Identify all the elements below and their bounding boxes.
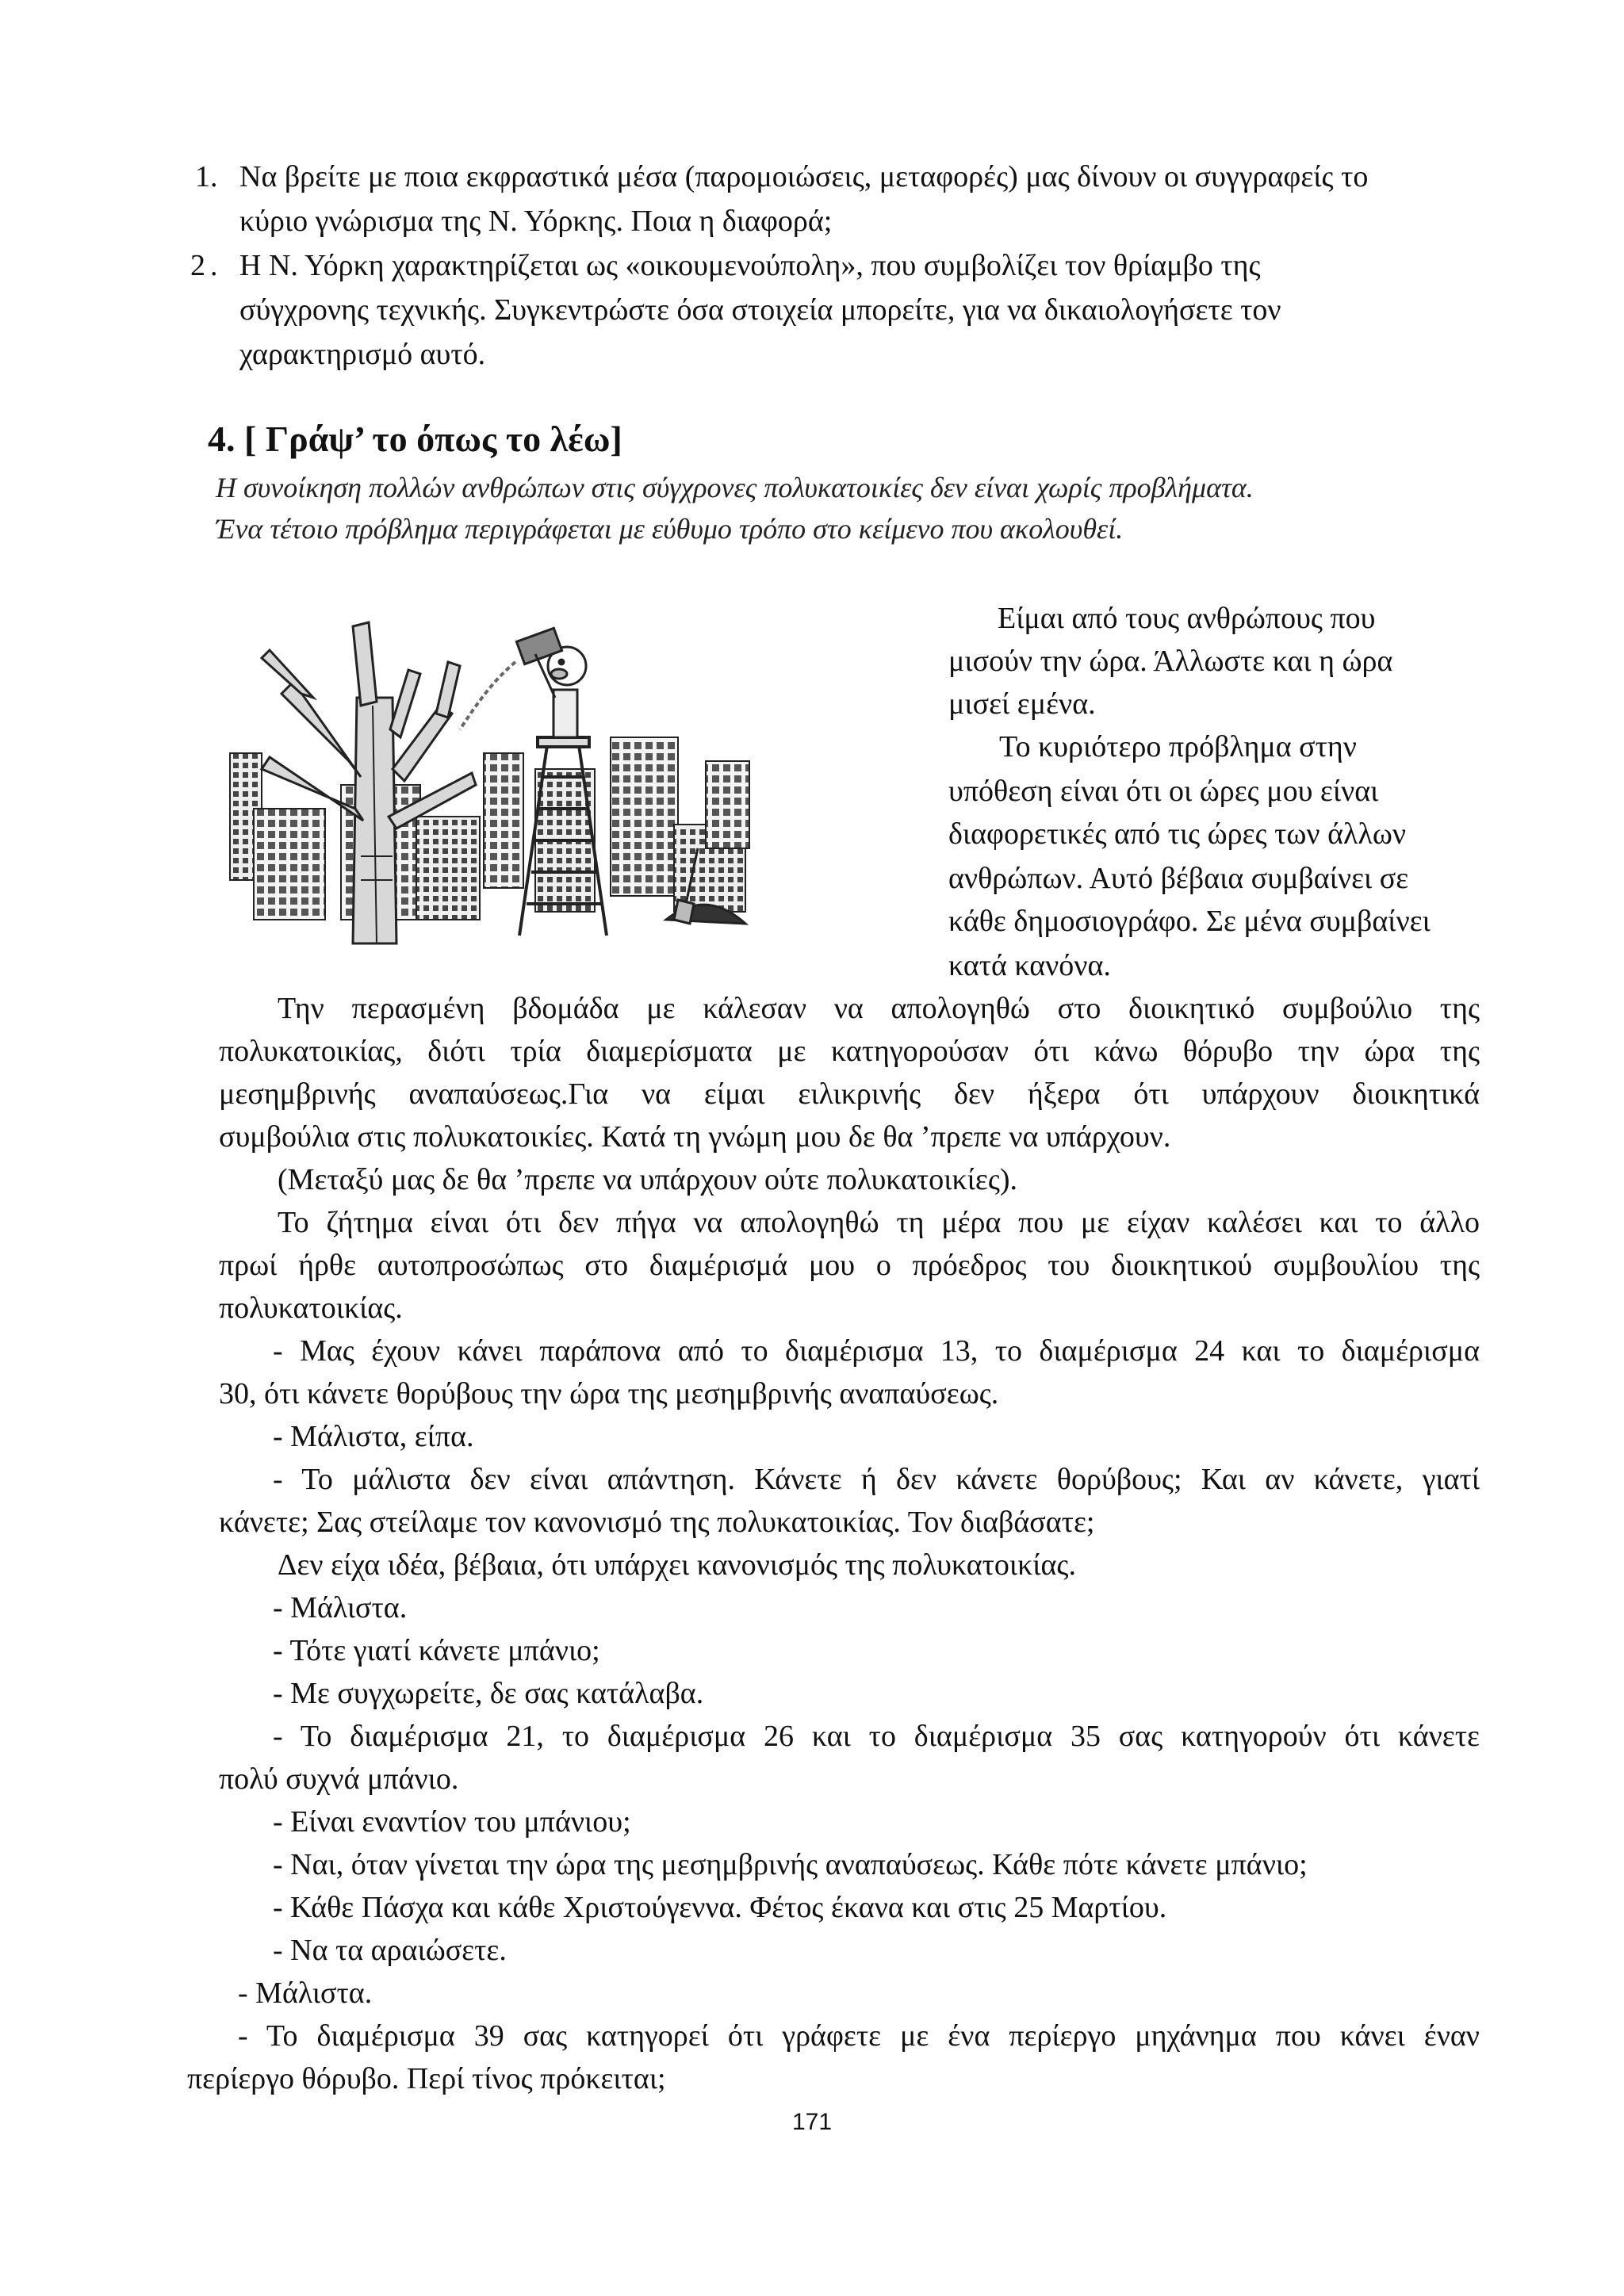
body-line: - Το μάλιστα δεν είναι απάντηση. Κάνετε ή δεν κάνετε θορύβους; Και αν κάνετε, γιατί (273, 1463, 1480, 1496)
body-line: κάνετε; Σας στείλαμε τον κανονισμό της πολυκατοικίας. Τον διαβάσατε; (219, 1506, 1095, 1539)
body-line: - Μας έχουν κάνει παράπονα από το διαμέρισμα 13, το διαμέρισμα 24 και το διαμέρισμα (273, 1334, 1480, 1368)
question-line: κύριο γνώρισμα της Ν. Υόρκης. Ποια η διαφορά; (239, 205, 833, 238)
body-line: - Μάλιστα. (238, 1976, 373, 2010)
body-line: - Κάθε Πάσχα και κάθε Χριστούγεννα. Φέτος έκανα και στις 25 Μαρτίου. (273, 1891, 1167, 1924)
side-text-line: διαφορετικές από τις ώρες των άλλων (948, 817, 1407, 851)
body-line: πολυκατοικίας, διότι τρία διαμερίσματα με κατηγορούσαν ότι κάνω θόρυβο την ώρα της (219, 1035, 1480, 1068)
body-line: - Το διαμέρισμα 21, το διαμέρισμα 26 και το διαμέρισμα 35 σας κατηγορούν ότι κάνετε (273, 1720, 1480, 1753)
question-number: 2. (190, 249, 223, 282)
question-2 (190, 243, 1459, 377)
side-text-line: Το κυριότερο πρόβλημα στην (999, 730, 1357, 763)
question-1 (195, 155, 1464, 243)
side-text-line: κατά κανόνα. (948, 949, 1111, 982)
body-line: πολύ συχνά μπάνιο. (219, 1762, 459, 1796)
side-text-line: κάθε δημοσιογράφο. Σε μένα συμβαίνει (948, 905, 1431, 938)
body-line: Δεν είχα ιδέα, βέβαια, ότι υπάρχει κανονισμός της πολυκατοικίας. (278, 1548, 1076, 1582)
body-line: Την περασμένη βδομάδα με κάλεσαν να απολογηθώ στο διοικητικό συμβούλιο της (278, 992, 1480, 1025)
body-line: - Μάλιστα. (273, 1591, 408, 1624)
body-line: 30, ότι κάνετε θορύβους την ώρα της μεσημβρινής αναπαύσεως. (219, 1377, 999, 1410)
body-line: πρωί ήρθε αυτοπροσώπως στο διαμέρισμά μου ο πρόεδρος του διοικητικού συμβουλίου της (219, 1249, 1480, 1282)
section-intro-line: Ένα τέτοιο πρόβλημα περιγράφεται με εύθυμο τρόπο στο κείμενο που ακολουθεί. (216, 513, 1124, 545)
body-line: πολυκατοικίας. (219, 1292, 403, 1325)
question-number: 1. (195, 160, 218, 193)
page-number: 171 (791, 2109, 833, 2135)
question-line: σύγχρονης τεχνικής. Συγκεντρώστε όσα στοιχεία μπορείτε, για να δικαιολογήσετε τον (239, 293, 1281, 327)
cartoon-illustration (222, 618, 761, 951)
body-line: (Μεταξύ μας δε θα ’πρεπε να υπάρχουν ούτε πολυκατοικίες). (278, 1163, 1018, 1196)
side-text-line: υπόθεση είναι ότι οι ώρες μου είναι (948, 775, 1379, 808)
question-line: Να βρείτε με ποια εκφραστικά μέσα (παρομοιώσεις, μεταφορές) μας δίνουν οι συγγραφείς το (239, 160, 1369, 193)
body-line: Το ζήτημα είναι ότι δεν πήγα να απολογηθώ τη μέρα που με είχαν καλέσει και το άλλο (278, 1206, 1480, 1239)
side-text-line: Είμαι από τους ανθρώπους που (998, 602, 1376, 635)
section-intro-line: Η συνοίκηση πολλών ανθρώπων στις σύγχρονες πολυκατοικίες δεν είναι χωρίς προβλήματα. (216, 472, 1254, 503)
body-line: - Το διαμέρισμα 39 σας κατηγορεί ότι γράφετε με ένα περίεργο μηχάνημα που κάνει έναν (238, 2019, 1480, 2053)
side-text-line: μισεί εμένα. (948, 687, 1096, 721)
side-text-line: ανθρώπων. Αυτό βέβαια συμβαίνει σε (948, 862, 1409, 895)
body-line: - Είναι εναντίον του μπάνιου; (273, 1805, 631, 1839)
section-heading: 4. [ Γράψ’ το όπως το λέω] (208, 419, 622, 459)
question-line: χαρακτηρισμό αυτό. (239, 338, 486, 371)
body-line: συμβούλια στις πολυκατοικίες. Κατά τη γνώμη μου δε θα ’πρεπε να υπάρχουν. (219, 1120, 1171, 1154)
body-line: - Ναι, όταν γίνεται την ώρα της μεσημβρινής αναπαύσεως. Κάθε πότε κάνετε μπάνιο; (273, 1848, 1308, 1881)
body-line: μεσημβρινής αναπαύσεως.Για να είμαι ειλικρινής δεν ήξερα ότι υπάρχουν διοικητικά (219, 1077, 1480, 1111)
question-line: Η Ν. Υόρκη χαρακτηρίζεται ως «οικουμενούπολη», που συμβολίζει τον θρίαμβο της (239, 249, 1261, 282)
body-line: - Μάλιστα, είπα. (273, 1420, 474, 1453)
body-line: - Τότε γιατί κάνετε μπάνιο; (273, 1634, 600, 1667)
body-line: περίεργο θόρυβο. Περί τίνος πρόκειται; (187, 2062, 666, 2095)
body-line: - Με συγχωρείτε, δε σας κατάλαβα. (273, 1677, 704, 1710)
body-line: - Να τα αραιώσετε. (273, 1934, 507, 1967)
side-text-line: μισούν την ώρα. Άλλωστε και η ώρα (948, 645, 1393, 678)
